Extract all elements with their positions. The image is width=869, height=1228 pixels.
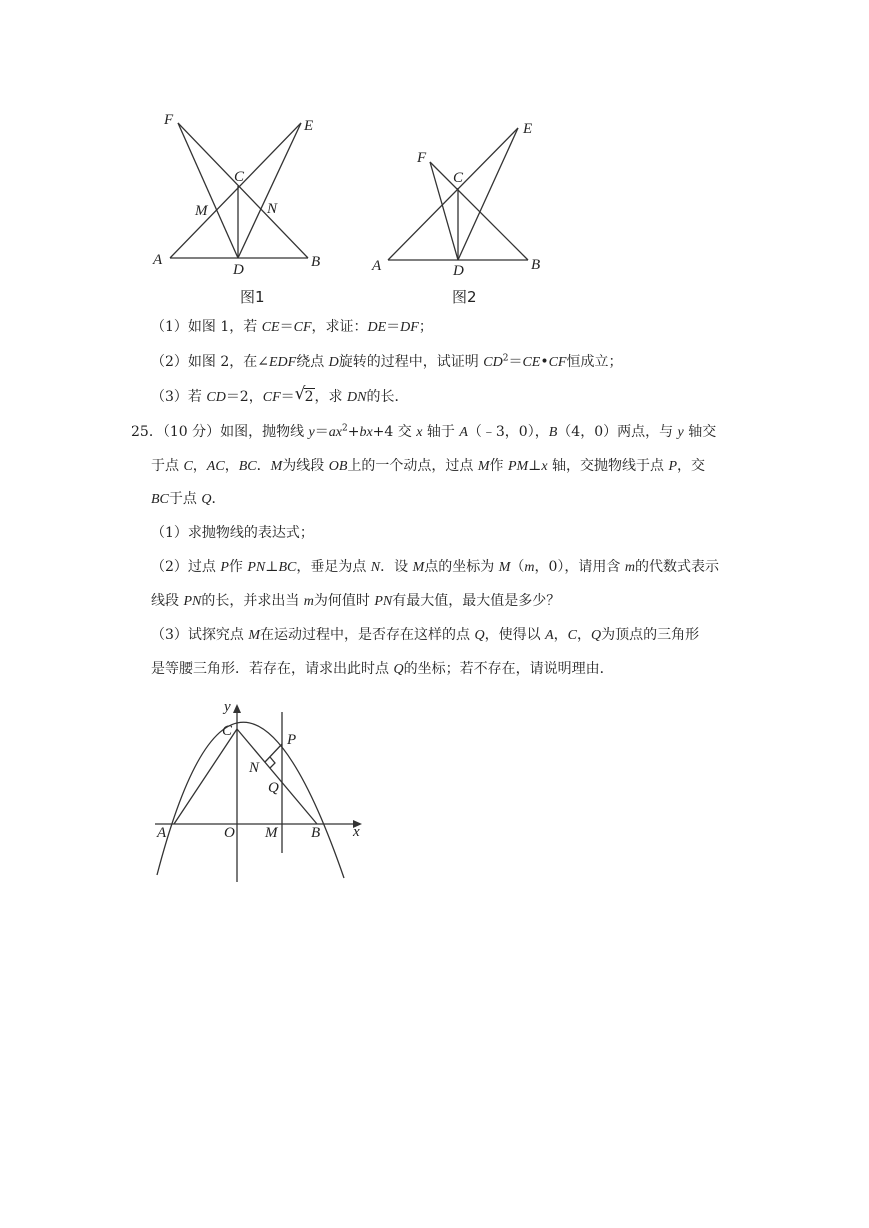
segment-ae (170, 123, 301, 258)
figure-1-diagram (145, 105, 345, 275)
parabola-diagram (140, 690, 370, 890)
q25-line-3: BC于点 Q． (151, 491, 226, 507)
y-axis-arrow (233, 704, 241, 713)
figure-2-diagram (368, 112, 548, 277)
segment-ed (238, 123, 301, 258)
segment-ac (174, 729, 237, 824)
label-b: B (311, 825, 321, 841)
q24-part-2: （2）如图 2，在∠EDF绕点 D旋转的过程中，试证明 $CD^2=CE•CF$恒成立； (151, 353, 623, 370)
label-o: O (224, 825, 235, 841)
label-f: F (417, 150, 427, 166)
label-p: P (287, 732, 297, 748)
label-q: Q (268, 780, 279, 796)
q25-part-2-line-2: 线段 PN的长，并求出当 m为何值时 PN有最大值，最大值是多少？ (151, 593, 561, 609)
q25-line-1: 25．（10 分）如图，抛物线 $y=ax^2+bx+4$ 交 x 轴于 A（﹣3，0），B（4，0）两点，与 y 轴交 (131, 423, 717, 440)
label-m: M (195, 203, 208, 219)
label-a: A (157, 825, 167, 841)
label-a: A (153, 252, 163, 268)
segment-pn (265, 744, 282, 762)
figure-3 (140, 690, 370, 890)
figure-2-caption: 图2 (452, 288, 477, 306)
label-n: N (267, 201, 278, 217)
sqrt-2: √ 2 (294, 384, 314, 405)
segment-bc (237, 729, 317, 824)
segment-fb (430, 162, 528, 260)
label-n: N (249, 760, 260, 776)
label-y: y (224, 699, 231, 715)
label-d: D (453, 263, 464, 277)
q25-part-2-line-1: （2）过点 P作 PN⊥BC，垂足为点 N．设 M点的坐标为 M（m，0），请用含 m的代数式表示 (151, 559, 719, 575)
q24-part-1: （1）如图 1，若 CE＝CF，求证：DE＝DF； (151, 319, 433, 335)
label-e: E (304, 118, 314, 134)
q25-part-1: （1）求抛物线的表达式； (151, 525, 314, 541)
q24-part-3: （3）若 CD＝2，CF＝ √ 2，求 DN的长． (151, 384, 409, 405)
figure-1 (145, 105, 345, 275)
label-m: M (265, 825, 278, 841)
figure-2 (368, 112, 548, 277)
label-a: A (372, 258, 382, 274)
q25-part-3-line-2: 是等腰三角形．若存在，请求出此时点 Q的坐标；若不存在，请说明理由． (151, 661, 614, 677)
right-angle-mark (270, 757, 275, 768)
figure-1-caption: 图1 (240, 288, 265, 306)
label-c: C (453, 170, 464, 186)
label-x: x (353, 824, 360, 840)
label-c: C (222, 723, 233, 739)
q25-part-3-line-1: （3）试探究点 M在运动过程中，是否存在这样的点 Q，使得以 A，C，Q为顶点的三角形 (151, 627, 700, 643)
label-b: B (311, 254, 321, 270)
label-f: F (164, 112, 174, 128)
label-c: C (234, 169, 245, 185)
label-b: B (531, 257, 541, 273)
segment-fd (178, 123, 238, 258)
q25-line-2: 于点 C，AC，BC．M为线段 OB上的一个动点，过点 M作 PM⊥x 轴，交抛物线于点 P，交 (151, 458, 706, 474)
label-e: E (523, 121, 533, 137)
label-d: D (233, 262, 244, 275)
segment-fb (178, 123, 308, 258)
